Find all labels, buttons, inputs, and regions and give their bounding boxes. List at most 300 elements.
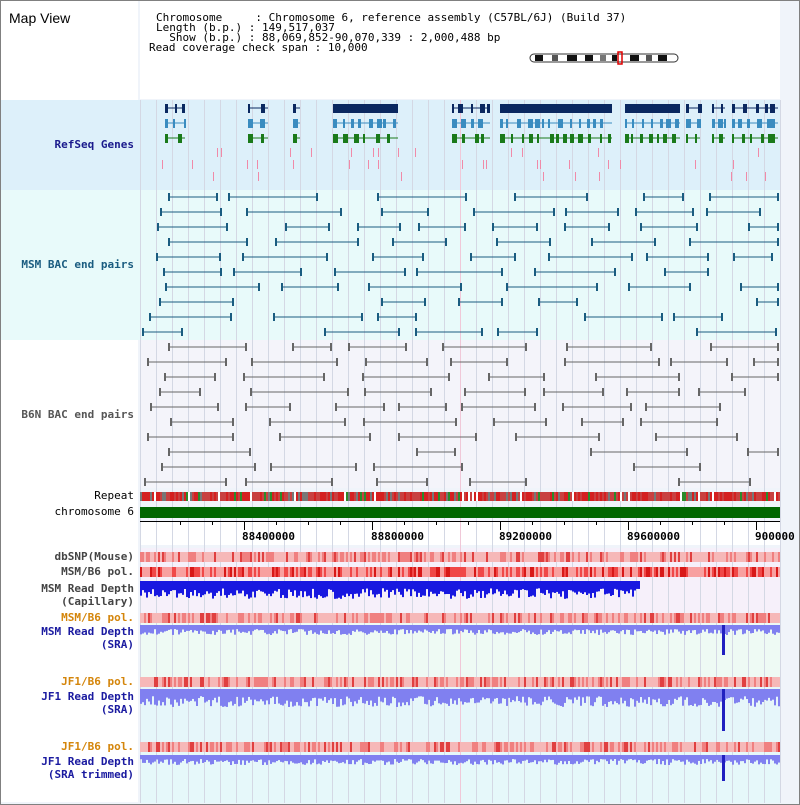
depth-bar [154,625,156,629]
heat-mark [434,552,436,562]
msm-bac-pair-end [326,253,328,261]
depth-bar [152,755,154,763]
refseq-mark [608,160,609,169]
depth-bar [640,625,642,631]
repeat-mark [726,492,728,501]
heat-mark [160,613,162,623]
heat-mark [558,742,560,752]
repeat-mark [142,492,144,501]
depth-bar [442,581,444,592]
depth-bar [770,625,772,630]
heat-mark [510,552,512,562]
depth-bar [650,689,652,705]
heat-mark [196,552,198,562]
depth-bar [720,689,722,702]
heat-mark [592,613,594,623]
heat-mark [626,677,628,687]
heat-mark [590,567,592,577]
depth-bar [362,689,364,703]
heat-mark [278,677,280,687]
heat-mark [184,677,186,687]
depth-bar [636,581,638,589]
heat-mark [716,552,718,562]
depth-bar [562,755,564,764]
heat-mark [558,677,560,687]
depth-bar [534,625,536,634]
heat-mark [532,677,534,687]
repeat-mark [366,492,368,501]
heat-mark [724,742,726,752]
heat-mark [666,567,668,577]
depth-bar [388,689,390,705]
depth-bar [508,755,510,763]
depth-bar [478,625,480,630]
page-title: Map View [9,10,71,26]
heat-mark [736,613,738,623]
depth-bar [590,581,592,598]
repeat-mark [638,492,640,501]
b6n-bac-pair-end [461,403,463,411]
depth-bar [616,581,618,590]
heat-mark [278,552,280,562]
heat-mark [560,613,562,623]
depth-bar [502,755,504,764]
heat-mark [290,552,292,562]
repeat-mark [168,492,170,501]
depth-bar [432,689,434,705]
msm-bac-pair-end [696,328,698,336]
heat-mark [706,613,708,623]
depth-bar [472,625,474,633]
heat-mark [488,552,490,562]
track-label-jf1-pol-2: JF1/B6 pol. [61,740,134,753]
heat-mark [248,677,250,687]
heat-mark [740,613,742,623]
heat-mark [708,742,710,752]
heat-mark [712,677,714,687]
heat-mark [180,677,182,687]
heat-mark [720,677,722,687]
heat-mark [236,742,238,752]
b6n-bac-pair-end [622,418,624,426]
heat-mark [292,552,294,562]
heat-mark [352,742,354,752]
heat-mark [262,552,264,562]
depth-bar [554,581,556,593]
heat-mark [284,613,286,623]
heat-mark [310,613,312,623]
depth-bar [338,581,340,598]
heat-mark [466,552,468,562]
refseq-mark [373,148,374,157]
heat-mark [666,552,668,562]
heat-mark [508,677,510,687]
heat-mark [278,742,280,752]
heat-mark [720,742,722,752]
heat-mark [408,742,410,752]
refseq-mark [746,172,747,181]
msm-bac-pair-end [157,223,159,231]
depth-bar [460,689,462,701]
depth-bar [252,755,254,760]
depth-bar [562,625,564,634]
repeat-mark [716,492,718,501]
repeat-mark [264,492,266,501]
depth-bar [740,625,742,629]
heat-mark [534,552,536,562]
depth-bar [472,689,474,698]
depth-bar [302,581,304,597]
depth-bar [574,625,576,630]
heat-mark [370,742,372,752]
heat-mark [670,677,672,687]
depth-bar [156,625,158,635]
depth-bar [240,581,242,593]
msm-bac-pair-end [377,313,379,321]
repeat-mark [584,492,586,501]
repeat-mark [188,492,190,501]
depth-bar [570,625,572,634]
depth-bar [444,625,446,634]
heat-mark [370,552,372,562]
axis-tick-label: 88800000 [371,530,424,543]
heat-mark [778,552,780,562]
heat-mark [168,677,170,687]
repeat-mark [602,492,604,501]
repeat-mark [688,492,690,501]
heat-mark [690,613,692,623]
msm-bac-pair-end [775,328,777,336]
depth-bar [748,755,750,760]
heat-mark [150,567,152,577]
heat-mark [534,613,536,623]
depth-bar [372,581,374,594]
gene-exon [452,104,454,113]
msm-bac-pair-end [232,298,234,306]
b6n-bac-pair-end [369,433,371,441]
depth-bar [350,755,352,764]
b6n-bac-pair-end [744,388,746,396]
depth-bar [548,689,550,697]
heat-mark [444,742,446,752]
depth-bar [732,625,734,631]
heat-mark [526,567,528,577]
repeat-mark [204,492,206,501]
gene-exon [387,134,390,143]
heat-mark [592,567,594,577]
depth-bar [482,689,484,697]
gene-exon [750,134,752,143]
heat-mark [654,552,656,562]
heat-mark [150,742,152,752]
heat-mark [252,567,254,577]
depth-bar [248,625,250,631]
heat-mark [396,567,398,577]
heat-mark [362,552,364,562]
heat-mark [212,552,214,562]
depth-bar [530,581,532,596]
gene-exon [542,119,544,128]
depth-bar [262,689,264,701]
depth-bar [566,625,568,634]
heat-mark [748,742,750,752]
depth-bar [464,625,466,629]
heat-mark [576,552,578,562]
heat-mark [672,552,674,562]
depth-bar [174,755,176,762]
heat-mark [448,742,450,752]
heat-mark [468,613,470,623]
depth-bar [618,625,620,634]
depth-bar [682,625,684,631]
depth-bar [590,689,592,705]
heat-mark [692,552,694,562]
repeat-mark [194,492,196,501]
heat-mark [332,677,334,687]
msm-bac-pair-end [565,208,567,216]
heat-mark [474,552,476,562]
depth-bar [764,625,766,633]
depth-bar [360,581,362,593]
heat-mark [140,742,142,752]
gene-exon [471,119,474,128]
depth-bar [328,689,330,700]
gene-exon [767,119,770,128]
repeat-mark [738,492,740,501]
gene-exon [248,134,253,143]
repeat-mark [528,492,530,501]
depth-bar [354,689,356,701]
heat-mark [658,613,660,623]
heat-mark [140,552,142,562]
heat-mark [196,742,198,752]
heat-mark [598,552,600,562]
heat-mark [236,552,238,562]
heat-mark [224,613,226,623]
depth-bar [436,581,438,596]
heat-mark [608,567,610,577]
repeat-mark [496,492,498,501]
depth-bar [356,689,358,704]
heat-mark [500,613,502,623]
heat-mark [190,742,192,752]
depth-bar [148,689,150,702]
depth-bar [464,581,466,591]
heat-mark [474,677,476,687]
heat-mark [216,742,218,752]
heat-mark [182,613,184,623]
heat-mark [204,567,206,577]
heat-mark [360,567,362,577]
depth-bar [568,625,570,632]
heat-mark [730,567,732,577]
heat-mark [524,742,526,752]
heat-mark [710,742,712,752]
heat-mark [190,677,192,687]
depth-bar [434,755,436,761]
depth-bar [770,689,772,701]
depth-bar [288,625,290,630]
repeat-mark [376,492,378,501]
heat-mark [606,613,608,623]
refseq-mark [758,148,759,157]
repeat-mark [222,492,224,501]
depth-bar [312,755,314,763]
gene-exon [175,104,177,113]
depth-bar [448,689,450,706]
depth-bar [324,755,326,762]
depth-bar [764,689,766,700]
depth-bar [312,689,314,698]
heat-mark [336,567,338,577]
heat-mark [246,567,248,577]
b6n-bac-pair-end [747,448,749,456]
b6n-bac-pair-end [245,343,247,351]
heat-mark [664,742,666,752]
heat-mark [376,552,378,562]
heat-mark [694,742,696,752]
depth-bar [554,689,556,704]
heat-mark [266,567,268,577]
depth-bar [500,755,502,763]
depth-bar [708,689,710,706]
depth-bar [456,755,458,765]
heat-mark [490,742,492,752]
depth-bar [158,689,160,701]
depth-bar [492,625,494,633]
depth-bar [664,625,666,635]
heat-mark [368,742,370,752]
heat-mark [462,552,464,562]
heat-mark [702,552,704,562]
heat-mark [232,613,234,623]
heat-mark [198,567,200,577]
depth-bar [232,625,234,630]
depth-bar [276,581,278,592]
depth-bar [458,755,460,763]
heat-mark [274,567,276,577]
gene-exon [383,119,386,128]
depth-bar [214,581,216,596]
heat-mark [262,742,264,752]
heat-mark [608,552,610,562]
repeat-mark [274,492,276,501]
heat-mark [350,742,352,752]
heat-mark [352,677,354,687]
heat-mark [494,567,496,577]
heat-mark [352,552,354,562]
depth-bar [586,689,588,696]
depth-bar [574,689,576,697]
heat-mark [758,567,760,577]
b6n-bac-pair-end [658,358,660,366]
heat-mark [170,567,172,577]
b6n-bac-pair-end [640,418,642,426]
depth-bar [406,755,408,761]
heat-mark [500,677,502,687]
heat-mark [176,552,178,562]
heat-mark [210,613,212,623]
depth-bar [676,625,678,629]
gene-exon [732,104,735,113]
depth-bar [356,625,358,630]
repeat-mark [474,492,476,501]
depth-bar [150,755,152,764]
heat-mark [762,613,764,623]
heat-mark [202,552,204,562]
depth-bar [474,755,476,762]
repeat-mark [658,492,660,501]
depth-bar [550,689,552,699]
msm-bac-pair-end [216,193,218,201]
depth-bar [644,625,646,633]
heat-mark [248,567,250,577]
heat-mark [514,677,516,687]
depth-bar [382,689,384,702]
repeat-mark [144,492,146,501]
depth-bar [266,689,268,700]
repeat-mark [766,492,768,501]
depth-bar [162,689,164,702]
heat-mark [604,552,606,562]
heat-mark [640,677,642,687]
heat-mark [434,567,436,577]
heat-mark [490,677,492,687]
depth-bar [462,755,464,763]
heat-mark [572,613,574,623]
repeat-mark [212,492,214,501]
heat-mark [514,613,516,623]
heat-mark [726,613,728,623]
heat-mark [600,567,602,577]
repeat-mark [258,492,260,501]
gene-exon [461,119,466,128]
heat-mark [676,567,678,577]
heat-mark [264,552,266,562]
msm-bac-pair-end [165,283,167,291]
gene-exon [578,134,583,143]
heat-mark [758,742,760,752]
repeat-mark [148,492,150,501]
heat-mark [494,552,496,562]
depth-bar [656,755,658,764]
depth-bar [286,755,288,761]
depth-bar [736,755,738,763]
heat-mark [598,742,600,752]
repeat-mark [162,492,164,501]
depth-bar [734,755,736,760]
depth-bar [592,581,594,593]
heat-mark [636,742,638,752]
heat-mark [660,742,662,752]
heat-mark [464,742,466,752]
depth-bar [606,581,608,594]
b6n-bac-pair-end [164,373,166,381]
heat-mark [418,567,420,577]
msm-bac-pair-end [230,313,232,321]
depth-bar [694,689,696,704]
depth-bar [284,625,286,631]
depth-bar [606,755,608,761]
depth-bar [374,689,376,703]
depth-bar [250,755,252,761]
depth-bar [320,689,322,699]
b6n-bac-pair-end [269,418,271,426]
heat-mark [586,613,588,623]
depth-bar [242,581,244,591]
msm-bac-pair-end [536,328,538,336]
heat-mark [198,742,200,752]
